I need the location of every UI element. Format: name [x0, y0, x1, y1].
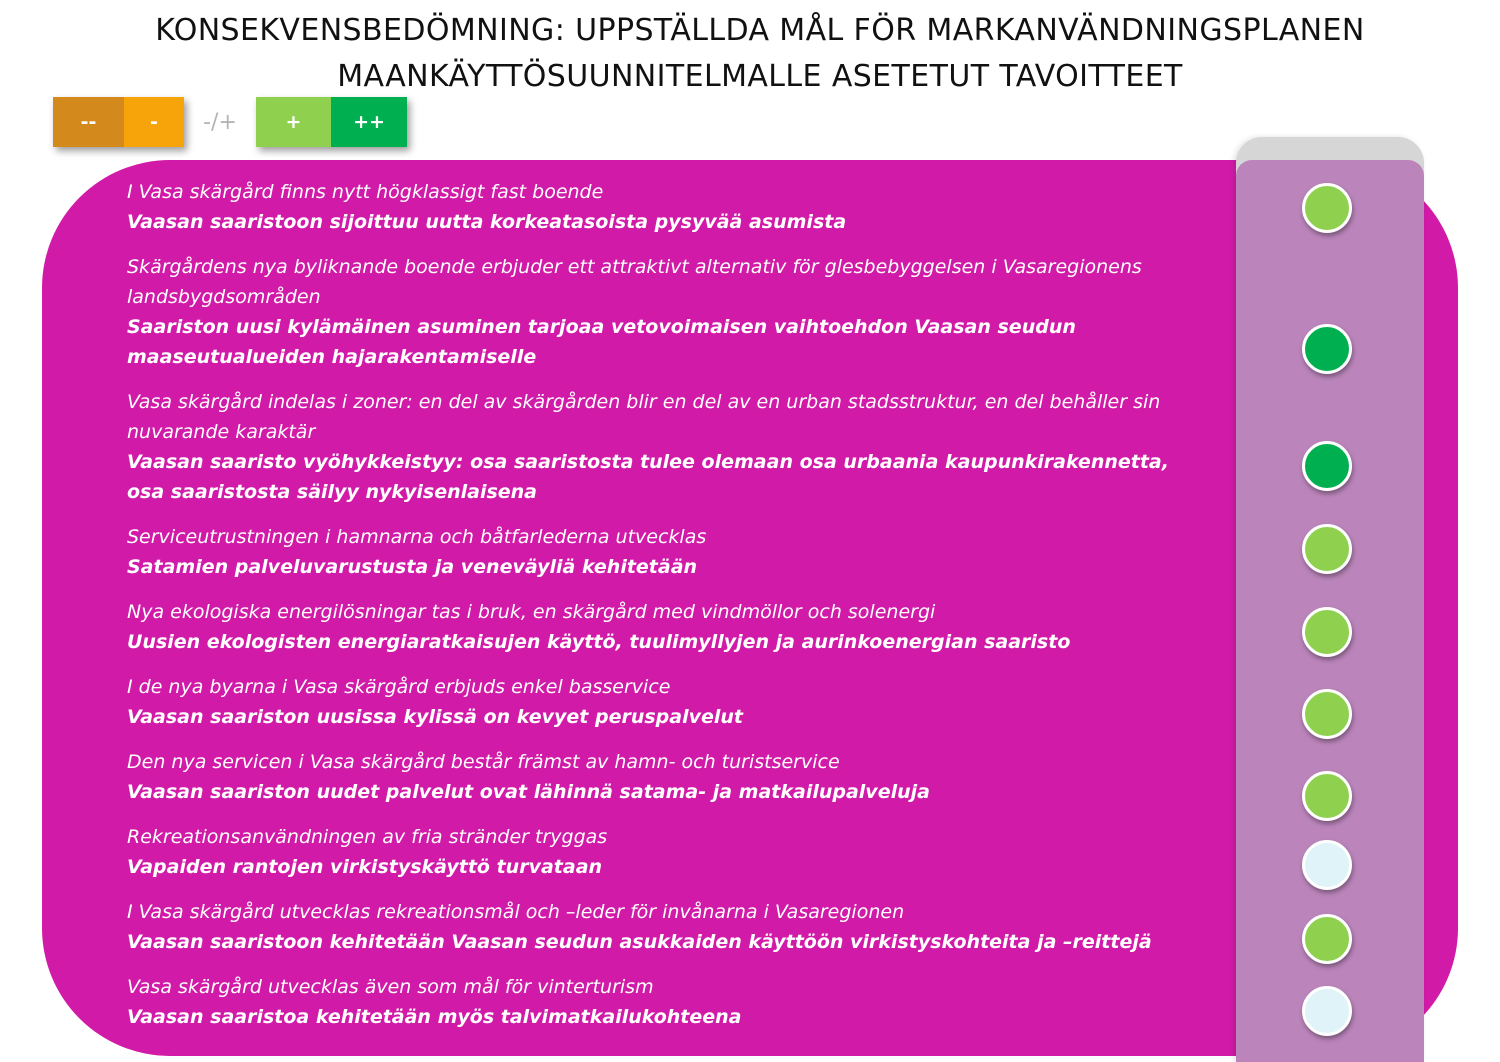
rating-dot	[1302, 689, 1352, 739]
goal-item	[127, 252, 1207, 372]
title-swedish: KONSEKVENSBEDÖMNING: UPPSTÄLLDA MÅL FÖR MARKANVÄNDNINGSPLANEN	[155, 13, 1365, 48]
rating-dot	[1302, 441, 1352, 491]
goal-finnish: Vapaiden rantojen virkistyskäyttö turvataan	[127, 856, 603, 878]
goal-finnish: Saariston uusi kylämäinen asuminen tarjoaa vetovoimaisen vaihtoehdon Vaasan seudun maaseutualueiden hajarakentamiselle	[127, 316, 1076, 368]
goal-finnish: Uusien ekologisten energiaratkaisujen käyttö, tuulimyllyjen ja aurinkoenergian saaristo	[127, 631, 1071, 653]
goal-swedish: Skärgårdens nya byliknande boende erbjuder ett attraktivt alternativ för glesbebyggelsen i Vasaregionens landsbygdsområden	[127, 256, 1142, 308]
goal-item	[127, 597, 1207, 657]
goal-finnish: Vaasan saariston uusissa kylissä on kevyet peruspalvelut	[127, 706, 744, 728]
goal-swedish: I Vasa skärgård utvecklas rekreationsmål och –leder för invånarna i Vasaregionen	[127, 901, 905, 923]
goal-finnish: Vaasan saaristoa kehitetään myös talvimatkailukohteena	[127, 1006, 742, 1028]
goal-item	[127, 177, 1207, 237]
goal-finnish: Vaasan saaristo vyöhykkeistyy: osa saaristosta tulee olemaan osa urbaania kaupunkirakennetta, osa saaristosta säilyy nykyisenlaisena	[127, 451, 1169, 503]
goal-item	[127, 387, 1207, 507]
rating-dot	[1302, 183, 1352, 233]
title-finnish: MAANKÄYTTÖSUUNNITELMALLE ASETETUT TAVOITTEET	[337, 59, 1183, 94]
goal-swedish: Vasa skärgård utvecklas även som mål för vinterturism	[127, 976, 654, 998]
rating-dot	[1302, 324, 1352, 374]
legend-neutral: -/+	[203, 109, 237, 135]
goal-finnish: Vaasan saaristoon kehitetään Vaasan seudun asukkaiden käyttöön virkistyskohteita ja –reittejä	[127, 931, 1152, 953]
goal-swedish: Nya ekologiska energilösningar tas i bruk, en skärgård med vindmöllor och solenergi	[127, 601, 936, 623]
legend-very-positive: ++	[331, 97, 407, 147]
goal-finnish: Vaasan saariston uudet palvelut ovat lähinnä satama- ja matkailupalveluja	[127, 781, 930, 803]
goal-swedish: I de nya byarna i Vasa skärgård erbjuds enkel basservice	[127, 676, 671, 698]
goal-item	[127, 822, 1207, 882]
rating-dot	[1302, 840, 1352, 890]
rating-dot	[1302, 524, 1352, 574]
goal-swedish: Den nya servicen i Vasa skärgård består främst av hamn- och turistservice	[127, 751, 840, 773]
goal-item	[127, 897, 1207, 957]
legend-very-negative: --	[53, 97, 124, 147]
goal-finnish: Satamien palveluvarustusta ja veneväyliä kehitetään	[127, 556, 698, 578]
goal-swedish: Serviceutrustningen i hamnarna och båtfarlederna utvecklas	[127, 526, 707, 548]
rating-dot	[1302, 914, 1352, 964]
legend-negative: -	[124, 97, 184, 147]
goal-swedish: Rekreationsanvändningen av fria stränder tryggas	[127, 826, 608, 848]
goal-item	[127, 747, 1207, 807]
goal-item	[127, 672, 1207, 732]
rating-dot	[1302, 771, 1352, 821]
goal-swedish: Vasa skärgård indelas i zoner: en del av skärgården blir en del av en urban stadsstruktur, en del behåller sin nuvarande karaktär	[127, 391, 1161, 443]
goal-swedish: I Vasa skärgård finns nytt högklassigt fast boende	[127, 181, 604, 203]
rating-dot	[1302, 986, 1352, 1036]
rating-dot	[1302, 607, 1352, 657]
goal-item	[127, 972, 1207, 1032]
goal-finnish: Vaasan saaristoon sijoittuu uutta korkeatasoista pysyvää asumista	[127, 211, 847, 233]
goal-item	[127, 522, 1207, 582]
page-title	[60, 8, 1460, 100]
legend-positive: +	[256, 97, 331, 147]
